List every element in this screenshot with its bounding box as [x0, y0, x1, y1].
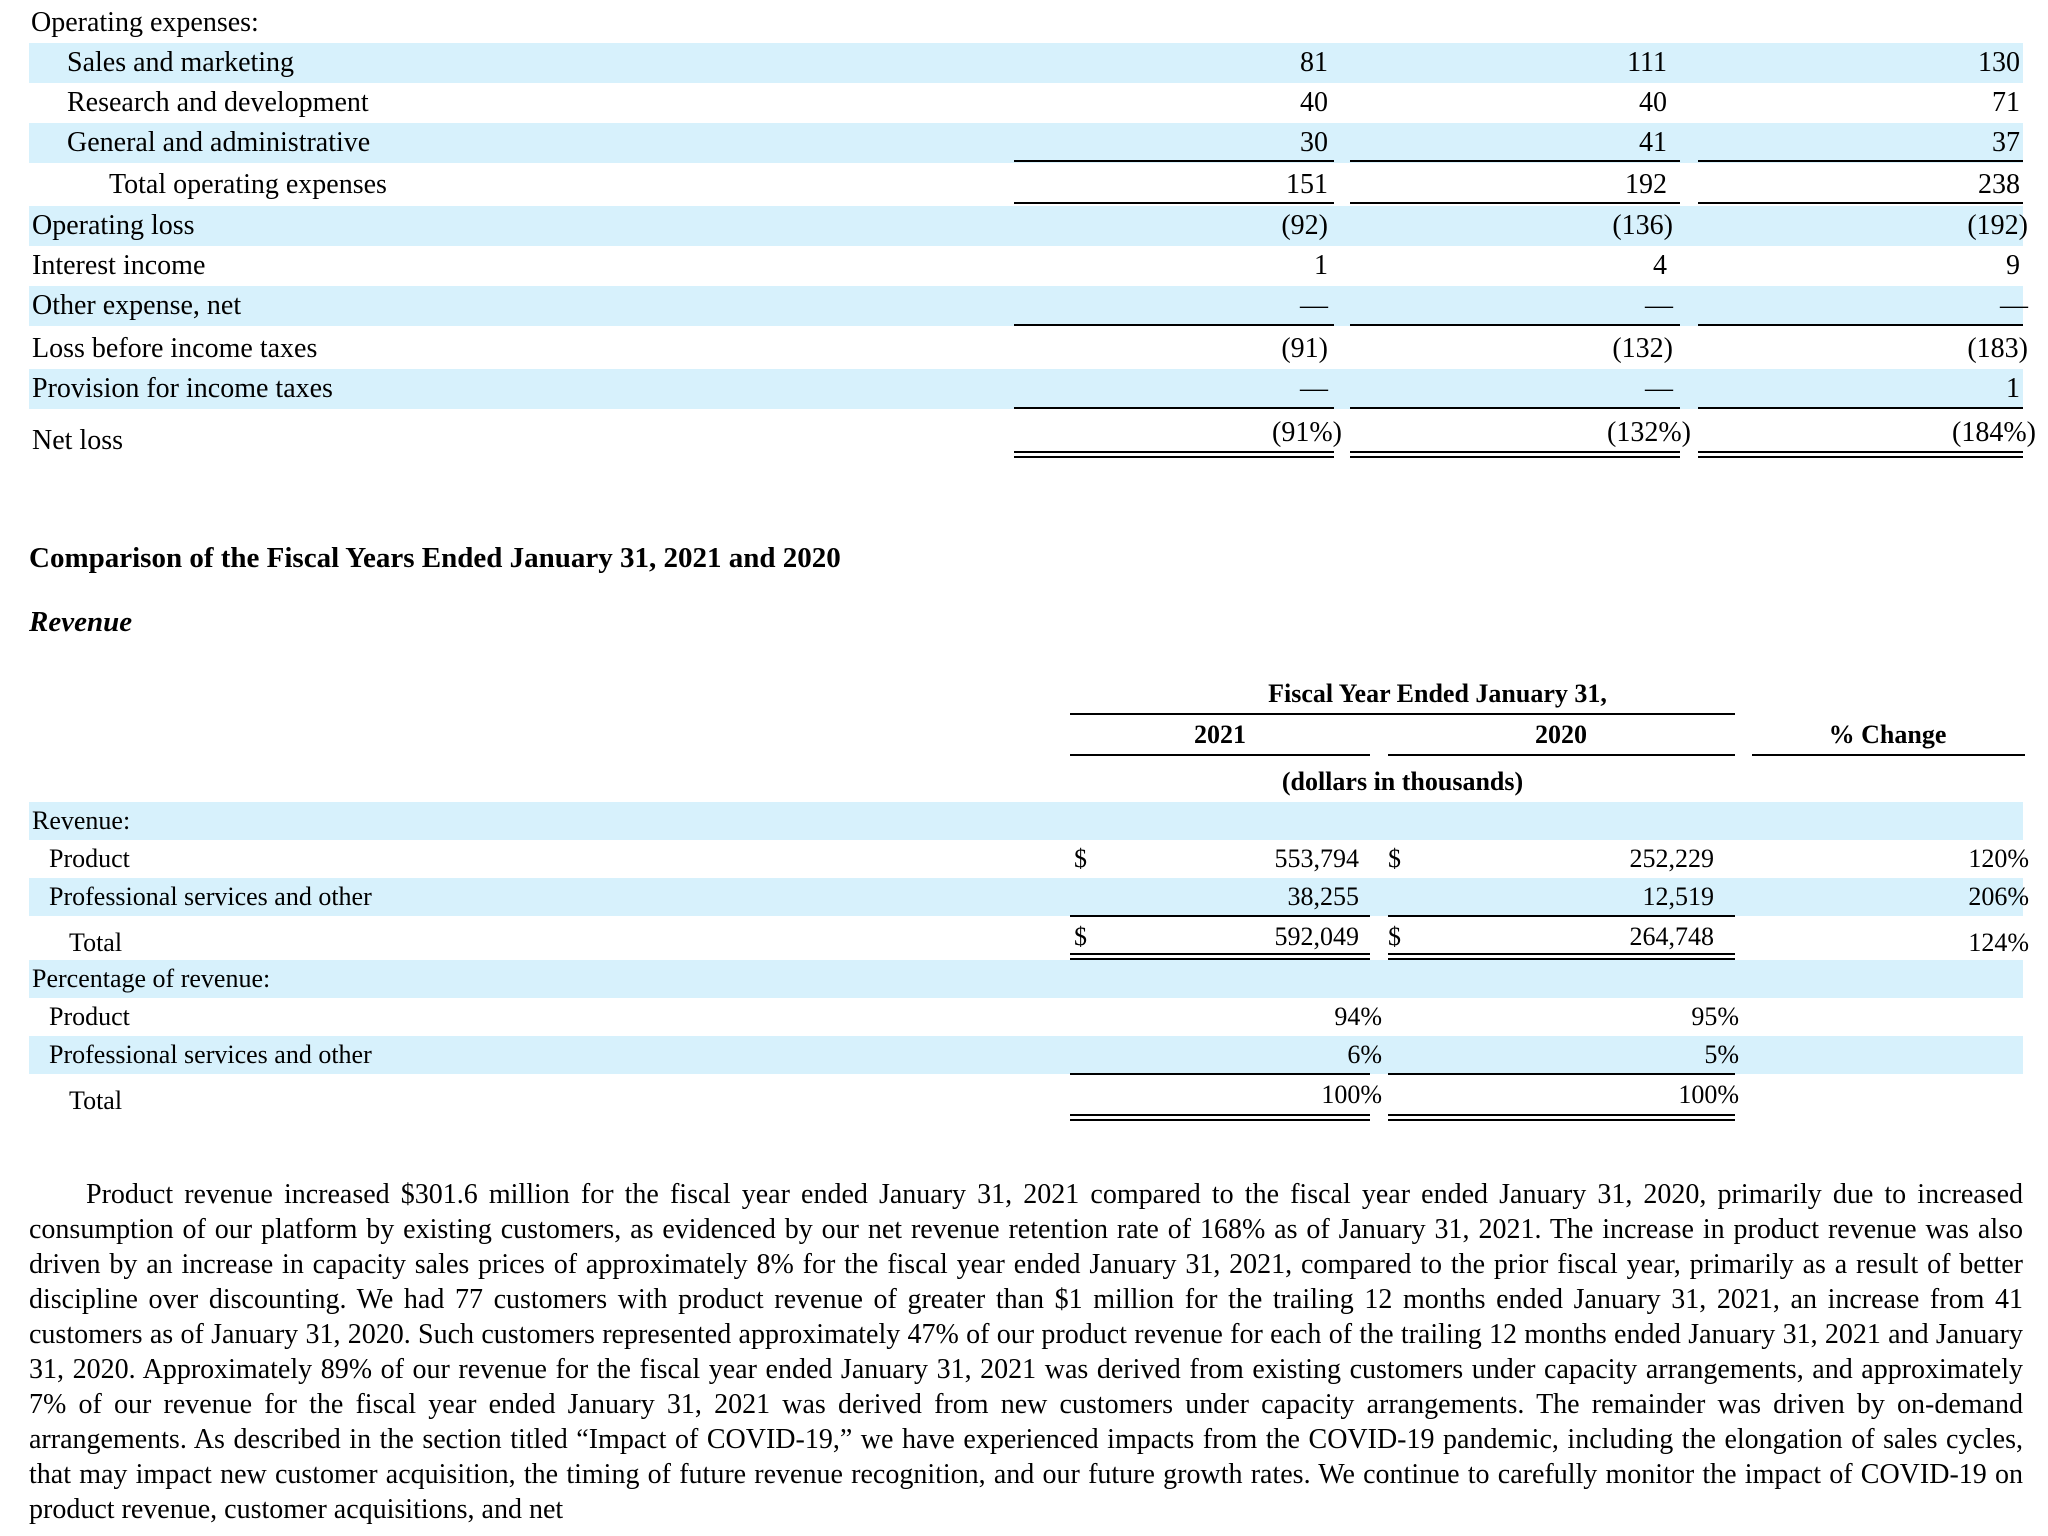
column-header-2021: 2021 [1194, 720, 1246, 749]
rule-line [1698, 202, 2023, 204]
column-header-2020: 2020 [1535, 720, 1587, 749]
row-label: Professional services and other [49, 1040, 372, 1069]
rule-line [1070, 754, 1370, 756]
section-title: Comparison of the Fiscal Years Ended January 31, 2021 and 2020 [29, 542, 841, 574]
value-col2: 4 [1653, 250, 1667, 281]
rule-line [1388, 754, 1735, 756]
table-row [29, 369, 2023, 409]
currency-symbol: $ [1388, 844, 1401, 873]
rule-line [1698, 160, 2023, 162]
value-col3: 238 [1978, 169, 2020, 200]
row-label: Net loss [32, 425, 123, 456]
value-col3: 71 [1992, 87, 2020, 118]
rule-line [1752, 754, 2025, 756]
currency-symbol: $ [1074, 922, 1087, 951]
double-rule [1070, 1114, 1370, 1121]
value-2020: 12,519 [1642, 882, 1714, 911]
value-2020: 252,229 [1629, 844, 1714, 873]
table-row [29, 878, 2029, 916]
row-label: Provision for income taxes [32, 373, 333, 404]
row-label: Operating loss [32, 210, 195, 241]
value-change: 120% [1968, 844, 2029, 873]
table-row [29, 123, 2023, 163]
value-col1: 1 [1314, 250, 1328, 281]
value-col2: 41 [1639, 127, 1667, 158]
table-row [29, 246, 2023, 286]
rule-line [1350, 324, 1680, 326]
row-label: Interest income [32, 250, 206, 281]
rule-line [1350, 407, 1680, 409]
table-row [29, 165, 2023, 205]
row-label: Total [69, 1086, 123, 1115]
value-col1: — [1300, 290, 1328, 321]
value-col2: 111 [1627, 47, 1667, 78]
value-col3: 37 [1992, 127, 2020, 158]
value-col2: (132) [1612, 333, 1673, 364]
value-col2: (136) [1612, 210, 1673, 241]
double-rule [1350, 451, 1680, 458]
rule-line [1698, 407, 2023, 409]
currency-symbol: $ [1388, 922, 1401, 951]
table-row [29, 1076, 2023, 1114]
rule-line [1388, 915, 1735, 917]
value-col1: 30 [1300, 127, 1328, 158]
table-row [29, 998, 2023, 1036]
double-rule [1698, 451, 2023, 458]
table-row [29, 43, 2023, 83]
value-col2: (132%) [1607, 417, 1691, 448]
value-col3: 1 [2006, 373, 2020, 404]
table-row [29, 802, 2023, 840]
value-change: 124% [1968, 928, 2029, 957]
section-subtitle: Revenue [29, 606, 133, 638]
row-label: General and administrative [67, 127, 371, 158]
table-row [29, 840, 2029, 878]
value-col1: 81 [1300, 47, 1328, 78]
table-row [29, 918, 2029, 957]
body-paragraph: Product revenue increased $301.6 million for the fiscal year ended January 31, 2021 compared to the fiscal year ended January 31, 2020, primarily due to increased consumption of our platform by existing customers, as evidenced by our net revenue retention rate of 168% as of January 31, 2021. The increase in product revenue was also driven by an increase in capacity sales prices of approximately 8% for the fiscal year ended January 31, 2021, compared to the prior fiscal year, primarily as a result of better discipline over discounting. We had 77 customers with product revenue of greater than $1 million for the trailing 12 months ended January 31, 2021, an increase from 41 customers as of January 31, 2020. Such customers represented approximately 47% of our product revenue for each of the trailing 12 months ended January 31, 2021 and January 31, 2020. Approximately 89% of our revenue for the fiscal year ended January 31, 2021 was derived from existing customers under capacity arrangements, and approximately 7% of our revenue for the fiscal year ended January 31, 2021 was derived from new customers under capacity arrangements. The remainder was driven by on-demand arrangements. As described in the section titled “Impact of COVID-19,” we have experienced impacts from the COVID-19 pandemic, including the elongation of sales cycles, that may impact new customer acquisition, the timing of future revenue recognition, and our future growth rates. We continue to carefully monitor the impact of COVID-19 on product revenue, customer acquisitions, and net [29, 1179, 2023, 1525]
rule-line [1070, 915, 1370, 917]
value-2021: 592,049 [1274, 922, 1359, 951]
value-col3: 9 [2006, 250, 2020, 281]
value-2020: 264,748 [1629, 922, 1714, 951]
row-label: Total operating expenses [109, 169, 387, 200]
rule-line [1014, 324, 1334, 326]
row-label: Research and development [67, 87, 369, 118]
units-caption: (dollars in thousands) [1281, 767, 1524, 796]
rule-line [1350, 160, 1680, 162]
row-label: Product [49, 1002, 130, 1031]
value-col3: (192) [1967, 210, 2028, 241]
operating-expenses-heading: Operating expenses: [31, 7, 259, 38]
value-col2: — [1645, 290, 1673, 321]
table-row [29, 413, 2036, 456]
rule-line [1070, 1073, 1370, 1075]
double-rule [1388, 953, 1735, 960]
value-col3: 130 [1978, 47, 2020, 78]
row-label: Loss before income taxes [32, 333, 318, 364]
table-row [29, 960, 2023, 998]
value-2021: 553,794 [1274, 844, 1359, 873]
currency-symbol: $ [1074, 844, 1087, 873]
table-row [29, 1036, 2023, 1074]
value-2021: 6% [1347, 1040, 1382, 1069]
value-col2: — [1645, 373, 1673, 404]
row-label: Percentage of revenue: [32, 964, 271, 993]
value-col1: 40 [1300, 87, 1328, 118]
table-row [29, 83, 2023, 123]
row-label: Professional services and other [49, 882, 372, 911]
value-2020: 5% [1704, 1040, 1739, 1069]
value-col1: (92) [1281, 210, 1328, 241]
rule-line [1014, 160, 1334, 162]
row-label: Sales and marketing [67, 47, 295, 78]
table-row [29, 206, 2028, 246]
row-label: Product [49, 844, 130, 873]
table-row [29, 286, 2028, 326]
rule-line [1388, 1073, 1735, 1075]
rule-line [1014, 202, 1334, 204]
column-header-change: % Change [1828, 720, 1947, 749]
value-2020: 95% [1691, 1002, 1739, 1031]
column-group-header: Fiscal Year Ended January 31, [1268, 679, 1607, 708]
value-col1: (91%) [1272, 417, 1342, 448]
value-2020: 100% [1678, 1080, 1739, 1109]
rule-line [1698, 324, 2023, 326]
rule-line [1070, 713, 1735, 715]
value-col1: (91) [1281, 333, 1328, 364]
double-rule [1388, 1114, 1735, 1121]
value-col3: (183) [1967, 333, 2028, 364]
value-2021: 38,255 [1287, 882, 1359, 911]
value-col3: — [2000, 290, 2028, 321]
table-row [29, 329, 2028, 369]
value-col2: 40 [1639, 87, 1667, 118]
row-label: Revenue: [32, 806, 131, 835]
value-2021: 100% [1321, 1080, 1382, 1109]
value-col1: 151 [1286, 169, 1328, 200]
value-2021: 94% [1334, 1002, 1382, 1031]
rule-line [1350, 202, 1680, 204]
double-rule [1070, 953, 1370, 960]
value-col2: 192 [1625, 169, 1667, 200]
value-col1: — [1300, 373, 1328, 404]
double-rule [1014, 451, 1334, 458]
value-col3: (184%) [1952, 417, 2036, 448]
row-label: Other expense, net [32, 290, 242, 321]
value-change: 206% [1968, 882, 2029, 911]
rule-line [1014, 407, 1334, 409]
row-label: Total [69, 928, 123, 957]
